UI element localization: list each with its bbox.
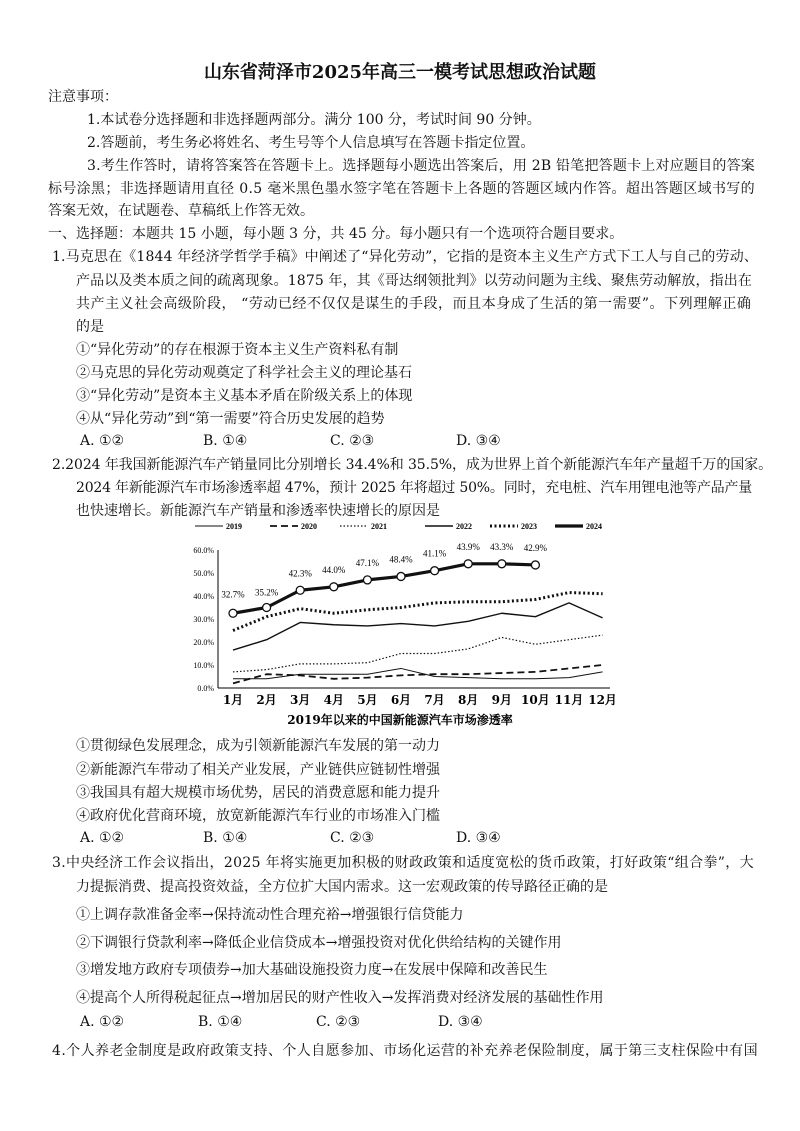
data-point: [464, 560, 472, 568]
choice-a[interactable]: A. ①②: [80, 830, 125, 846]
data-label: 48.4%: [389, 554, 413, 565]
data-label: 43.9%: [456, 541, 480, 552]
data-point: [431, 567, 439, 575]
statement: ③“异化劳动”是资本主义基本矛盾在阶级关系上的体现: [76, 388, 413, 404]
choice-b[interactable]: B. ①④: [198, 1014, 243, 1030]
data-label: 35.2%: [254, 587, 279, 598]
x-tick-label: 3月: [290, 693, 311, 707]
notice-item: 3.考生作答时，请将答案答在答题卡上。选择题每小题选出答案后，用 2B 铅笔把答题卡上对应题目的答案: [87, 158, 755, 174]
choice-b[interactable]: B. ①④: [203, 433, 248, 449]
statement: ③我国具有超大规模市场优势，居民的消费意愿和能力提升: [76, 785, 440, 801]
legend-label: 2022: [456, 522, 472, 531]
question-stem: 2.2024 年我国新能源汽车产销量同比分别增长 34.4%和 35.5%，成为世界上首个新能源汽车年产量超千万的国家。: [52, 457, 772, 473]
y-tick-label: 60.0%: [193, 546, 214, 555]
legend-label: 2019: [226, 522, 242, 531]
data-label: 43.3%: [490, 541, 514, 552]
data-point: [397, 572, 405, 580]
x-tick-label: 7月: [424, 693, 445, 707]
series-line-2020: [233, 665, 603, 683]
data-label: 32.7%: [221, 589, 245, 600]
choice-d[interactable]: D. ③④: [456, 830, 501, 846]
x-tick-label: 11月: [554, 693, 584, 707]
question-stem: 产品以及类本质之间的疏离现象。1875 年，其《哥达纲领批判》以劳动问题为主线、聚焦劳动解放，指出在: [76, 273, 752, 289]
statement: ③增发地方政府专项债券→加大基础设施投资力度→在发展中保障和改善民生: [76, 962, 548, 978]
y-tick-label: 0.0%: [197, 684, 214, 693]
penetration-chart: [180, 512, 620, 732]
choice-a[interactable]: A. ①②: [80, 1014, 125, 1030]
x-tick-label: 2月: [256, 693, 277, 707]
data-point: [263, 604, 271, 612]
legend-label: 2024: [586, 522, 602, 531]
data-point: [498, 560, 506, 568]
x-tick-label: 12月: [588, 693, 617, 707]
question-stem: 力提振消费、提高投资效益，全方位扩大国内需求。这一宏观政策的传导路径正确的是: [76, 879, 608, 895]
x-tick-label: 6月: [390, 693, 412, 707]
x-tick-label: 9月: [491, 693, 512, 707]
statement: ②马克思的异化劳动观奠定了科学社会主义的理论基石: [76, 365, 412, 381]
data-label: 42.9%: [523, 542, 548, 553]
x-tick-label: 8月: [458, 693, 479, 707]
x-tick-label: 5月: [357, 693, 378, 707]
y-tick-label: 20.0%: [193, 638, 214, 647]
statement: ④从“异化劳动”到“第一需要”符合历史发展的趋势: [76, 411, 385, 427]
data-label: 44.0%: [322, 564, 346, 575]
legend-label: 2023: [521, 522, 537, 531]
question-stem: 1.马克思在《1844 年经济学哲学手稿》中阐述了“异化劳动”，它指的是资本主义生产方式下工人与自己的劳动、: [52, 249, 758, 265]
x-tick-label: 1月: [222, 693, 244, 707]
question-stem: 4.个人养老金制度是政府政策支持、个人自愿参加、市场化运营的补充养老保险制度，属于第三支柱保险中有国: [52, 1043, 758, 1059]
data-point: [296, 586, 304, 594]
data-point: [363, 576, 371, 584]
choice-c[interactable]: C. ②③: [316, 1014, 361, 1030]
choice-d[interactable]: D. ③④: [456, 433, 501, 449]
y-tick-label: 40.0%: [193, 592, 214, 601]
question-stem: 2024 年新能源汽车市场渗透率超 47%，预计 2025 年将超过 50%。同时，充电桩、汽车用锂电池等产品产量: [76, 480, 752, 496]
choice-b[interactable]: B. ①④: [203, 830, 248, 846]
legend-label: 2020: [301, 522, 317, 531]
section-heading: 一、选择题：本题共 15 小题，每小题 3 分，共 45 分。每小题只有一个选项符合题目要求。: [48, 226, 624, 242]
choice-c[interactable]: C. ②③: [330, 433, 375, 449]
data-label: 42.3%: [288, 568, 312, 579]
choice-a[interactable]: A. ①②: [80, 433, 125, 449]
statement: ①贯彻绿色发展理念，成为引领新能源汽车发展的第一动力: [76, 738, 440, 754]
question-stem: 的是: [76, 319, 104, 335]
question-stem: 也快速增长。新能源汽车产销量和渗透率快速增长的原因是: [76, 503, 440, 519]
statement: ①上调存款准备金率→保持流动性合理充裕→增强银行信贷能力: [76, 907, 464, 923]
chart-title: 2019年以来的中国新能源汽车市场渗透率: [287, 713, 513, 727]
series-line-2024: [233, 564, 535, 613]
series-line-2021: [233, 635, 603, 672]
notice-item: 标号涂黑；非选择题请用直径 0.5 毫米黑色墨水签字笔在答题卡上各题的答题区域内作答。超出答题区域书写的: [48, 181, 755, 197]
question-stem: 共产主义社会高级阶段， “劳动已经不仅仅是谋生的手段，而且本身成了生活的第一需要”。下列理解正确: [76, 296, 752, 312]
x-tick-label: 4月: [323, 693, 344, 707]
data-point: [330, 583, 338, 591]
choice-c[interactable]: C. ②③: [330, 830, 375, 846]
data-point: [229, 609, 237, 617]
x-tick-label: 10月: [521, 693, 550, 707]
notice-item: 1.本试卷分选择题和非选择题两部分。满分 100 分，考试时间 90 分钟。: [87, 112, 541, 128]
statement: ④政府优化营商环境，放宽新能源汽车行业的市场准入门槛: [76, 808, 440, 824]
data-label: 47.1%: [355, 557, 380, 568]
choice-d[interactable]: D. ③④: [438, 1014, 483, 1030]
y-tick-label: 30.0%: [193, 615, 214, 624]
y-tick-label: 10.0%: [193, 661, 214, 670]
data-point: [531, 561, 539, 569]
statement: ④提高个人所得税起征点→增加居民的财产性收入→发挥消费对经济发展的基础性作用: [76, 990, 604, 1006]
statement: ②新能源汽车带动了相关产业发展，产业链供应链韧性增强: [76, 762, 440, 778]
notice-item: 2.答题前，考生务必将姓名、考生号等个人信息填写在答题卡指定位置。: [87, 135, 535, 151]
notice-item: 答案无效，在试题卷、草稿纸上作答无效。: [48, 203, 314, 219]
statement: ②下调银行贷款利率→降低企业信贷成本→增强投资对优化供给结构的关键作用: [76, 935, 562, 951]
y-tick-label: 50.0%: [193, 569, 214, 578]
legend-label: 2021: [371, 522, 387, 531]
series-line-2019: [233, 668, 603, 678]
question-stem: 3.中央经济工作会议指出，2025 年将实施更加积极的财政政策和适度宽松的货币政策，打好政策“组合拳”，大: [52, 855, 754, 871]
statement: ①“异化劳动”的存在根源于资本主义生产资料私有制: [76, 342, 399, 358]
notice-heading: 注意事项：: [48, 89, 118, 105]
data-label: 41.1%: [422, 548, 447, 559]
page-title: 山东省菏泽市2025年高三一模考试思想政治试题: [203, 62, 597, 83]
